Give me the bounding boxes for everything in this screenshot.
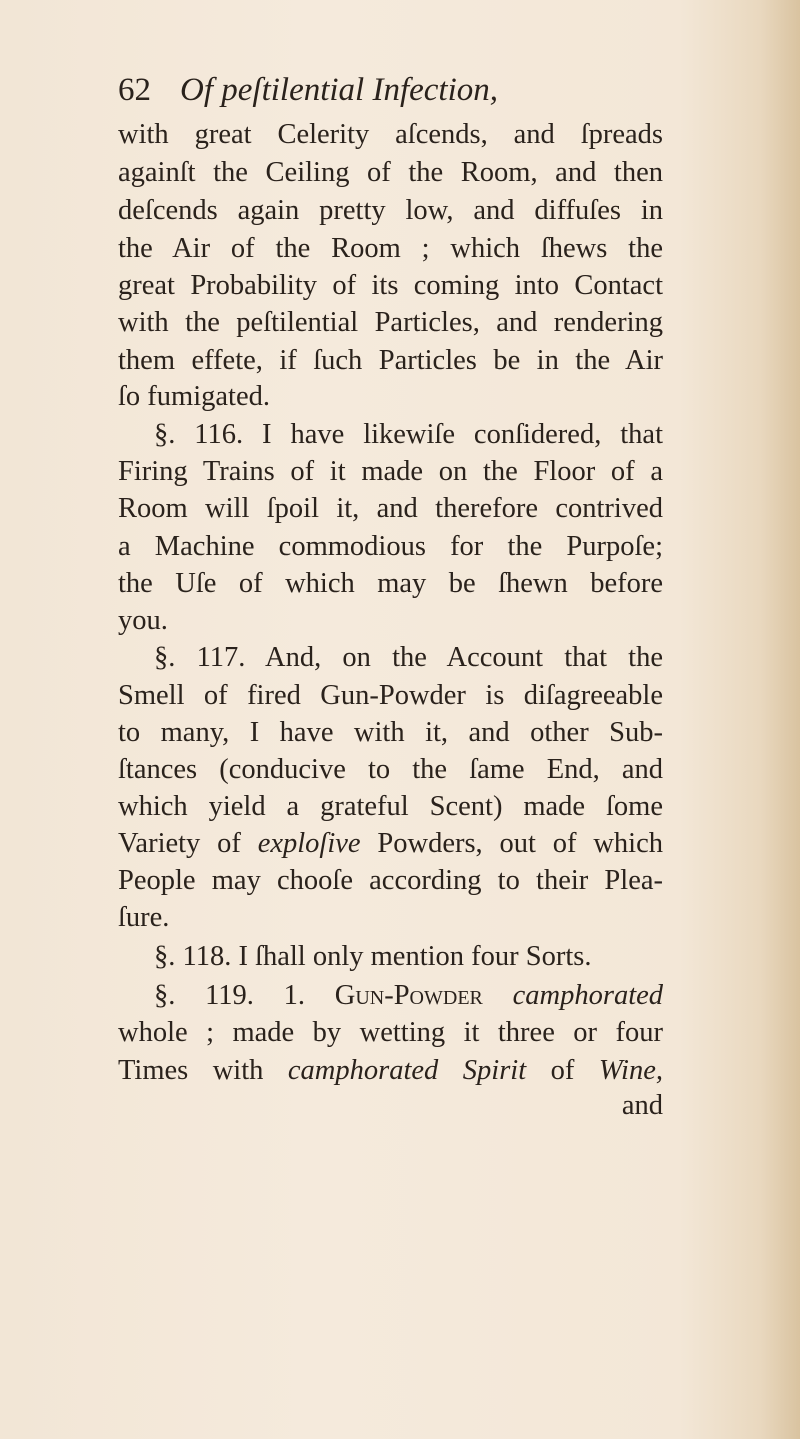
running-title: Of peſtilential Infection, [180,72,499,108]
text-segment: you. [118,605,168,636]
text-line [118,417,663,453]
text-line [118,268,663,304]
italic-text: Wine, [598,1055,663,1086]
text-segment: the Air of the Room ; which ſhews the [118,233,663,264]
text-segment: §. 118. I ſhall only mention four Sorts. [154,941,592,972]
text-segment: a Machine commodious for the Purpoſe; [118,531,663,562]
text-segment: ſtances (conducive to the ſame End, and [118,754,663,785]
italic-text: camphorated [512,980,663,1011]
text-segment: §. 117. And, on the Account that the [154,642,663,673]
text-segment: People may chooſe according to their Plea- [118,865,663,896]
text-segment: Room will ſpoil it, and therefore contrived [118,493,663,524]
text-line [118,117,663,153]
text-line [118,752,663,788]
text-line [118,978,663,1014]
text-line [118,715,663,751]
text-line [118,454,663,490]
text-line [118,939,663,975]
text-line [118,529,663,565]
text-segment: deſcends again pretty low, and diffuſes in [118,195,663,226]
text-line [118,379,663,415]
text-line [118,155,663,191]
text-segment: whole ; made by wetting it three or four [118,1017,663,1048]
small-caps-text: Gun-Powder [334,980,483,1011]
italic-text: camphorated Spirit [287,1055,527,1086]
text-line [118,789,663,825]
text-segment: them effete, if ſuch Particles be in the Air [118,345,663,376]
text-line [118,193,663,229]
text-segment: which yield a grateful Scent) made ſome [118,791,663,822]
text-segment: Powders, out of which [360,828,663,859]
text-segment: ſo fumigated. [118,381,270,412]
text-segment: Times with [118,1055,288,1086]
text-segment: and [621,1090,663,1121]
text-segment: ſure. [118,902,170,933]
text-segment: to many, I have with it, and other Sub- [118,717,663,748]
text-segment: with the peſtilential Particles, and rendering [118,307,663,338]
text-line [118,566,663,602]
text-line [118,900,663,936]
text-line [118,640,663,676]
text-segment: Smell of fired Gun-Powder is diſagreeable [118,680,663,711]
text-line [118,231,663,267]
text-segment: of [526,1055,599,1086]
text-line [118,678,663,714]
text-line [118,1015,663,1051]
text-segment: the Uſe of which may be ſhewn before [118,568,663,599]
text-line [118,305,663,341]
text-line [118,826,663,862]
text-segment: §. 116. I have likewiſe conſidered, that [154,419,663,450]
text-line [118,1053,663,1089]
text-segment: with great Celerity aſcends, and ſpreads [118,119,663,150]
text-line [118,863,663,899]
text-segment [483,980,513,1011]
text-segment: Variety of [118,828,258,859]
text-line [118,603,663,639]
text-segment: Firing Trains of it made on the Floor of a [118,456,663,487]
text-segment: againſt the Ceiling of the Room, and then [118,157,663,188]
running-header [118,72,498,109]
text-line [118,491,663,527]
text-line [118,343,663,379]
page-number: 62 [118,72,151,108]
italic-text: exploſive [257,828,361,859]
catchword [118,1088,688,1124]
text-segment: great Probability of its coming into Contact [118,270,663,301]
text-segment: §. 119. 1. [154,980,335,1011]
